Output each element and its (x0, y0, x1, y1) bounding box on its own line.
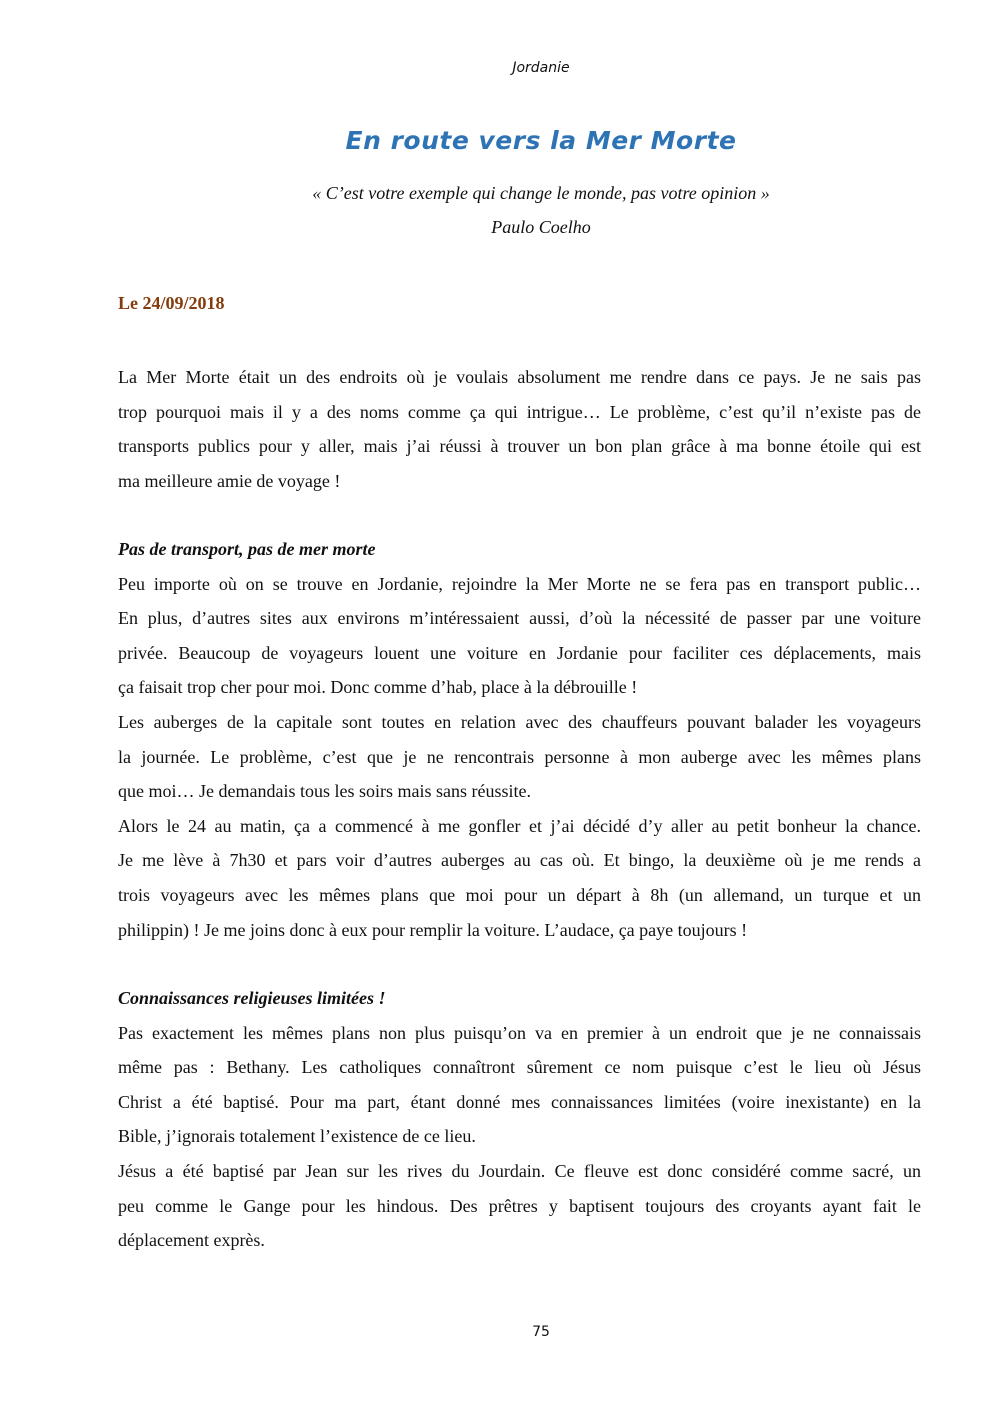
section-heading: Connaissances religieuses limitées ! (118, 988, 386, 1008)
text-line: Alors le 24 au matin, ça a commencé à me gonfler et j’ai décidé d’y aller au petit bonheur la chance. (118, 815, 921, 836)
text-line: trop pourquoi mais il y a des noms comme ça qui intrigue… Le problème, c’est qu’il n’existe pas de (118, 401, 921, 422)
text-line: Pas exactement les mêmes plans non plus puisqu’on va en premier à un endroit que je ne connaissais (118, 1022, 921, 1043)
text-line: philippin) ! Je me joins donc à eux pour remplir la voiture. L’audace, ça paye toujours ! (118, 919, 748, 940)
section-heading: Pas de transport, pas de mer morte (118, 539, 376, 559)
section-religion (118, 981, 921, 1258)
text-line: trois voyageurs avec les mêmes plans que moi pour un départ à 8h (un allemand, un turque et un (118, 884, 921, 905)
intro-paragraph (118, 360, 921, 498)
text-line: privée. Beaucoup de voyageurs louent une voiture en Jordanie pour faciliter ces déplacements, mais (118, 642, 921, 663)
text-line: Christ a été baptisé. Pour ma part, étant donné mes connaissances limitées (voire inexistante) en la (118, 1091, 921, 1112)
text-line: Je me lève à 7h30 et pars voir d’autres auberges au cas où. Et bingo, la deuxième où je me rends a (118, 850, 921, 871)
text-line: la journée. Le problème, c’est que je ne rencontrais personne à mon auberge avec les mêmes plans (118, 746, 921, 767)
text-line: ça faisait trop cher pour moi. Donc comme d’hab, place à la débrouille ! (118, 677, 638, 698)
text-line: déplacement exprès. (118, 1230, 265, 1251)
entry-date: Le 24/09/2018 (118, 293, 225, 313)
page-number: 75 (532, 1324, 550, 1340)
running-header: Jordanie (512, 60, 570, 76)
text-line: même pas : Bethany. Les catholiques connaîtront sûrement ce nom puisque c’est le lieu où Jésus (118, 1057, 921, 1078)
text-line: transports publics pour y aller, mais j’ai réussi à trouver un bon plan grâce à ma bonne étoile qui est (118, 436, 921, 457)
text-line: que moi… Je demandais tous les soirs mais sans réussite. (118, 781, 531, 802)
text-line: Peu importe où on se trouve en Jordanie, rejoindre la Mer Morte ne se fera pas en transport public… (118, 573, 921, 594)
epigraph-author: Paulo Coelho (491, 217, 591, 237)
text-line: En plus, d’autres sites aux environs m’intéressaient aussi, d’où la nécessité de passer par une voiture (118, 608, 921, 629)
page-title: En route vers la Mer Morte (345, 126, 737, 155)
text-line: peu comme le Gange pour les hindous. Des prêtres y baptisent toujours des croyants ayant fait le (118, 1195, 921, 1216)
text-line: La Mer Morte était un des endroits où je voulais absolument me rendre dans ce pays. Je ne sais pas (118, 367, 921, 387)
section-transport (118, 532, 921, 947)
text-line: ma meilleure amie de voyage ! (118, 470, 341, 491)
text-line: Les auberges de la capitale sont toutes en relation avec des chauffeurs pouvant balader les voyageurs (118, 711, 921, 732)
text-line: Jésus a été baptisé par Jean sur les rives du Jourdain. Ce fleuve est donc considéré comme sacré, un (118, 1160, 921, 1181)
epigraph-quote: « C’est votre exemple qui change le monde, pas votre opinion » (312, 183, 770, 203)
text-line: Bible, j’ignorais totalement l’existence de ce lieu. (118, 1126, 476, 1147)
